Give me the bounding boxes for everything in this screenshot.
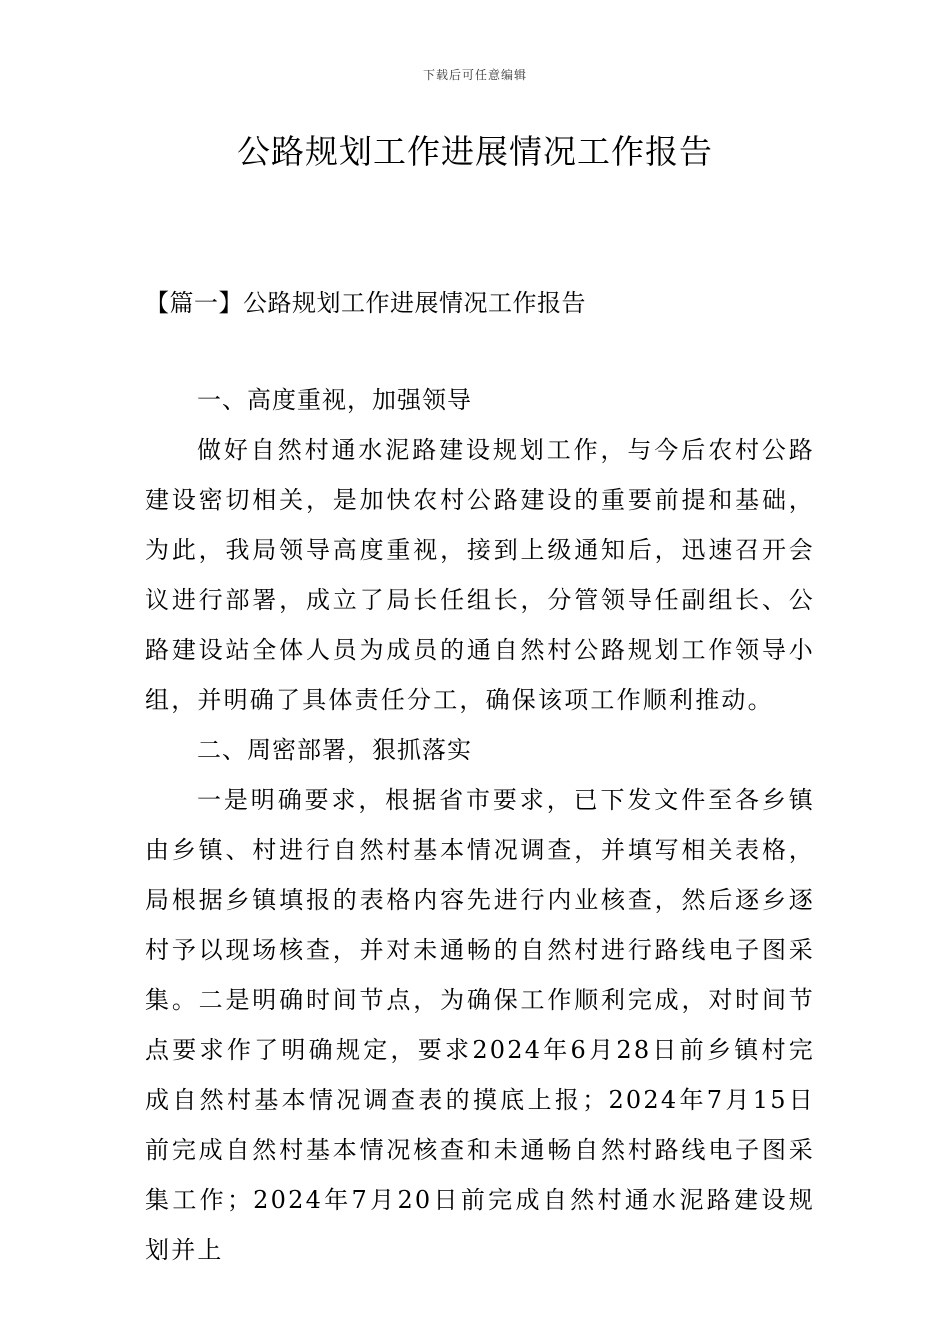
subheading-leadership: 一、高度重视，加强领导 [197, 386, 472, 414]
subheading-deployment: 二、周密部署，狠抓落实 [197, 736, 472, 764]
section-heading: 【篇一】公路规划工作进展情况工作报告 [145, 289, 586, 317]
paragraph-leadership: 做好自然村通水泥路建设规划工作，与今后农村公路建设密切相关，是加快农村公路建设的重要前提和基础，为此，我局领导高度重视，接到上级通知后，迅速召开会议进行部署，成立了局长任组长，分管领导任副组长、公路建设站全体人员为成员的通自然村公路规划工作领导小组，并明确了具体责任分工，确保该项工作顺利推动。 [145, 436, 815, 714]
paragraph-deployment: 一是明确要求，根据省市要求，已下发文件至各乡镇由乡镇、村进行自然村基本情况调查，并填写相关表格，局根据乡镇填报的表格内容先进行内业核查，然后逐乡逐村予以现场核查，并对未通畅的自然村进行路线电子图采集。二是明确时间节点，为确保工作顺利完成，对时间节点要求作了明确规定，要求2024年6月28日前乡镇村完成自然村基本情况调查表的摸底上报；2024年7月15日前完成自然村基本情况核查和未通畅自然村路线电子图采集工作；2024年7月20日前完成自然村通水泥路建设规划并上 [145, 786, 815, 1264]
document-title: 公路规划工作进展情况工作报告 [237, 132, 713, 171]
body-text [145, 375, 815, 1275]
header-note: 下载后可任意编辑 [422, 68, 527, 82]
